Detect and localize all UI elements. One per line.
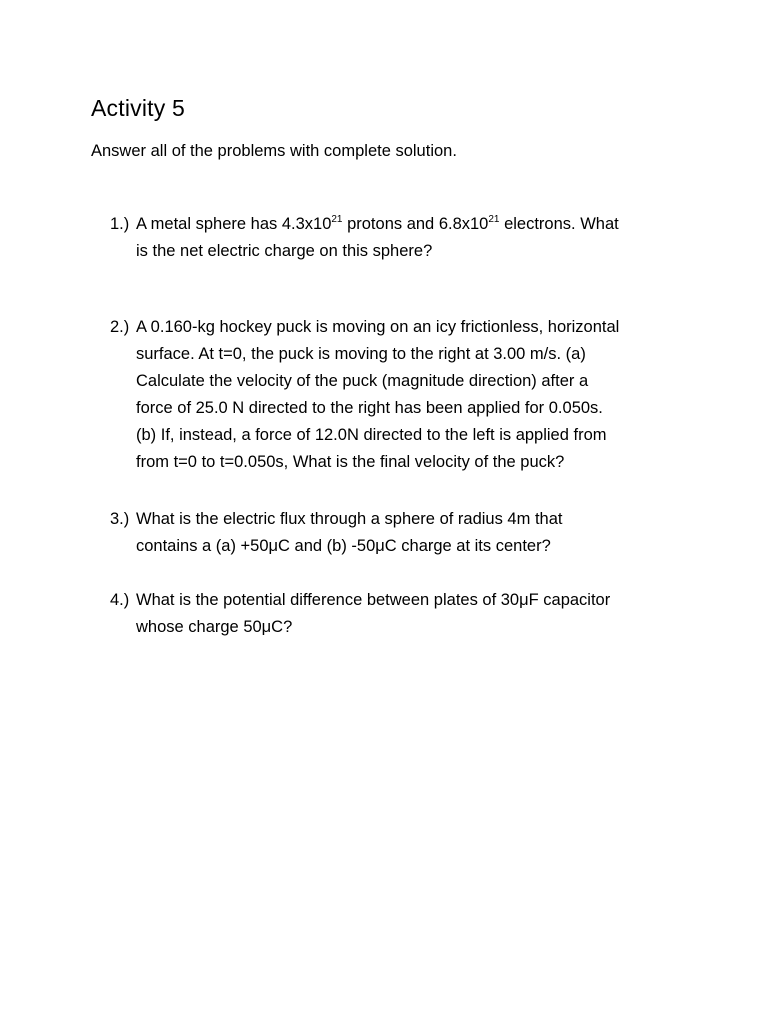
problem-text [136, 587, 690, 641]
text-run: electrons. What [499, 215, 619, 233]
problem-line: contains a (a) +50μC and (b) -50μC charge at its center? [136, 537, 551, 555]
problem-line: A 0.160-kg hockey puck is moving on an icy frictionless, horizontal [136, 318, 620, 336]
exponent: 21 [331, 214, 343, 225]
instructions-text: Answer all of the problems with complete solution. [91, 142, 457, 160]
text-run: A metal sphere has 4.3x10 [136, 215, 332, 233]
problem-line: (b) If, instead, a force of 12.0N directed to the left is applied from [136, 426, 607, 444]
document-title: Activity 5 [91, 95, 186, 121]
problem-4 [110, 587, 690, 641]
problem-2 [110, 314, 690, 476]
exponent: 21 [488, 214, 500, 225]
problem-text [136, 314, 690, 476]
text-run: protons and 6.8x10 [342, 215, 489, 233]
problem-line: Calculate the velocity of the puck (magnitude direction) after a [136, 372, 589, 390]
problem-number: 4.) [110, 591, 130, 609]
problem-text [136, 211, 690, 265]
problem-text [136, 506, 690, 560]
problem-line: What is the potential difference between plates of 30μF capacitor [136, 591, 611, 609]
problem-number: 1.) [110, 215, 130, 233]
problem-line: is the net electric charge on this sphere? [136, 242, 433, 260]
problem-line: force of 25.0 N directed to the right has been applied for 0.050s. [136, 399, 603, 417]
problem-3 [110, 506, 690, 560]
problem-number: 2.) [110, 318, 130, 336]
problem-line: from t=0 to t=0.050s, What is the final velocity of the puck? [136, 453, 565, 471]
problem-line: surface. At t=0, the puck is moving to the right at 3.00 m/s. (a) [136, 345, 586, 363]
problem-number: 3.) [110, 510, 130, 528]
problem-line: whose charge 50μC? [136, 618, 293, 636]
problem-line: What is the electric flux through a sphere of radius 4m that [136, 510, 563, 528]
problem-1 [110, 211, 690, 265]
problem-line [136, 211, 690, 238]
